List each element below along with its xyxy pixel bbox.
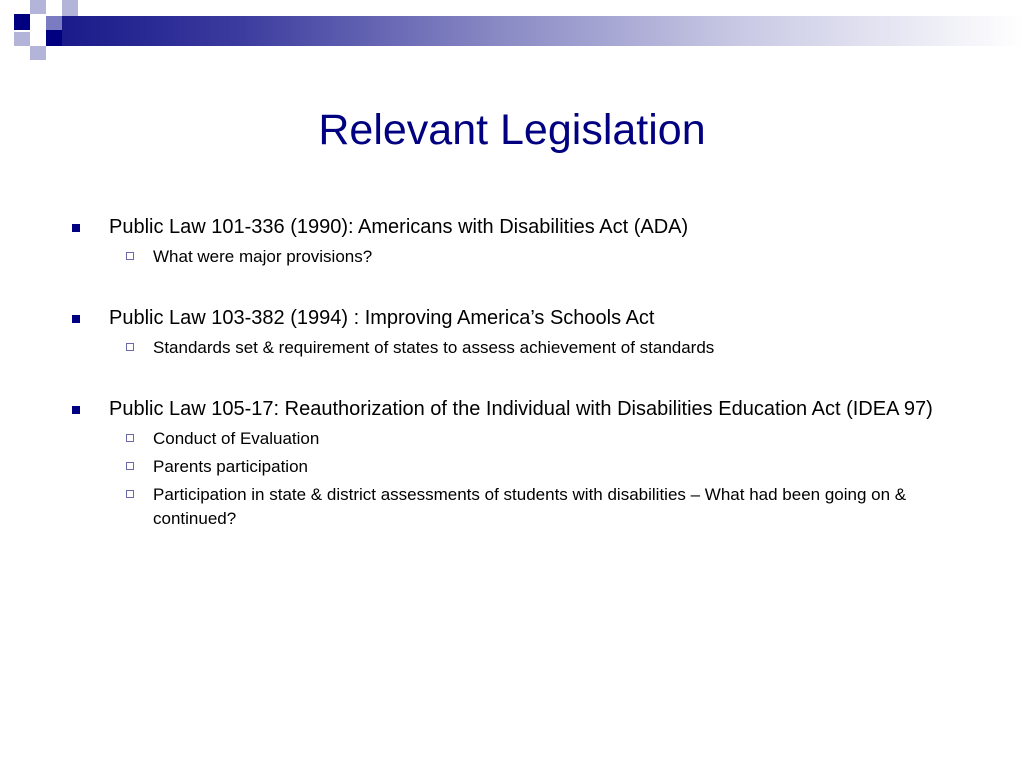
filled-square-icon [72,224,80,232]
sub-list-item [72,483,972,531]
filled-square-icon [72,315,80,323]
hollow-square-icon [126,434,134,442]
hollow-square-icon [126,462,134,470]
list-item [72,214,972,241]
decor-square-icon [30,46,46,60]
decor-square-icon [14,32,30,46]
hollow-square-icon [126,252,134,260]
slide-title: Relevant Legislation [318,106,706,154]
sub-list-item [72,336,972,360]
sub-list-item-text: Participation in state & district assessments of students with disabilities – What had been going on & continued? [153,485,907,528]
decor-square-icon [14,14,30,30]
hollow-square-icon [126,490,134,498]
decor-square-icon [62,0,78,16]
sub-list-item-text: Parents participation [153,457,308,476]
sub-list-item-text: Standards set & requirement of states to assess achievement of standards [153,338,715,357]
sub-list-item [72,245,972,269]
sub-list-item [72,427,972,451]
list-item-text: Public Law 101-336 (1990): Americans with Disabilities Act (ADA) [109,216,689,238]
filled-square-icon [72,406,80,414]
sub-list-item-text: What were major provisions? [153,247,373,266]
bullet-list [72,214,972,531]
list-item [72,305,972,332]
decor-square-icon [30,0,46,14]
list-item-text: Public Law 103-382 (1994) : Improving America’s Schools Act [109,307,655,329]
decor-square-icon [46,30,62,46]
list-item-text: Public Law 105-17: Reauthorization of the Individual with Disabilities Education Act (IDEA 97) [109,398,933,420]
sub-list-item-text: Conduct of Evaluation [153,429,320,448]
sub-list-item [72,455,972,479]
header-gradient-band [62,16,1024,46]
hollow-square-icon [126,343,134,351]
list-item [72,396,972,423]
